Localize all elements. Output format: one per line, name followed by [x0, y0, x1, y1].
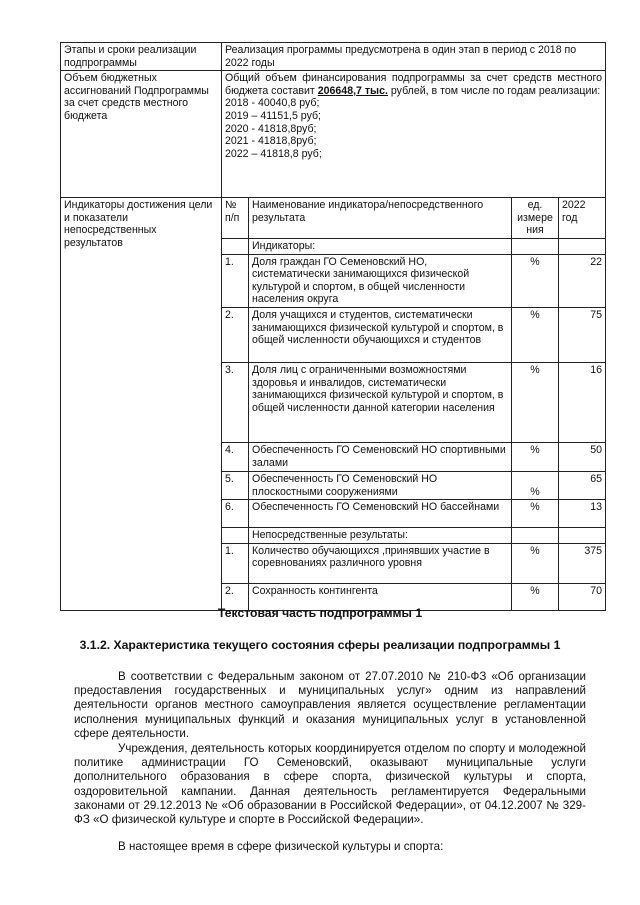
row-name: Доля граждан ГО Семеновский НО, систематически занимающихся физической культурой и спортом, в общей численности населения округа [249, 254, 512, 307]
text-part-title: Текстовая часть подпрограммы 1 [217, 606, 423, 620]
row-num: 2. [222, 307, 249, 362]
row-name: Обеспеченность ГО Семеновский НО плоскостными сооружениями [249, 471, 512, 499]
budget-text-after: рублей, в том числе по годам реализации: [387, 84, 601, 97]
budget-year-line: 2020 - 41818,8руб; [225, 122, 317, 135]
table-row [222, 442, 605, 471]
row-value: 65 [559, 471, 606, 499]
row-value: 375 [559, 543, 606, 583]
paragraph: В настоящее время в сфере физической культуры и спорта: [118, 840, 444, 853]
stages-row [61, 43, 606, 71]
table-row [222, 543, 605, 583]
table-row [222, 500, 605, 528]
indicators-cell [222, 198, 606, 611]
section-indicators: Индикаторы: [249, 238, 512, 254]
table-row [222, 307, 605, 362]
row-unit: % [512, 442, 559, 471]
passport-table [60, 42, 606, 611]
row-value: 13 [559, 500, 606, 528]
budget-year-line: 2021 - 41818,8руб; [225, 135, 317, 148]
header-unit: ед. измере ния [512, 198, 559, 238]
row-name: Обеспеченность ГО Семеновский НО спортивными залами [249, 442, 512, 471]
budget-label: Объем бюджетных ассигнований Подпрограммы за счет средств местного бюджета [61, 71, 222, 198]
section-row [222, 528, 605, 544]
row-name: Доля лиц с ограниченными возможностями здоровья и инвалидов, систематически занимающихся физической культурой и спортом, в общей численности данной категории населения [249, 362, 512, 442]
row-unit: % [512, 500, 559, 528]
row-value: 50 [559, 442, 606, 471]
stages-text: Реализация программы предусмотрена в один этап в период с 2018 по 2022 годы [222, 43, 606, 71]
indicators-row [61, 198, 606, 611]
section-title: 3.1.2. Характеристика текущего состояния сферы реализации подпрограммы 1 [79, 638, 561, 652]
row-num: 3. [222, 362, 249, 442]
row-value: 75 [559, 307, 606, 362]
budget-year-line: 2022 – 41818,8 руб; [225, 147, 322, 160]
row-num: 6. [222, 500, 249, 528]
budget-amount: 206648,7 тыс. [317, 84, 388, 97]
header-year: 2022 год [559, 198, 606, 238]
row-num: 2. [222, 583, 249, 610]
budget-row [61, 71, 606, 198]
row-name: Количество обучающихся ,принявших участие в соревнованиях различного уровня [249, 543, 512, 583]
header-num: № п/п [222, 198, 249, 238]
row-num: 1. [222, 543, 249, 583]
row-value: 22 [559, 254, 606, 307]
row-num: 1. [222, 254, 249, 307]
indicators-label: Индикаторы достижения цели и показатели непосредственных результатов [61, 198, 222, 611]
row-unit: % [512, 307, 559, 362]
table-row [222, 362, 605, 442]
stages-label: Этапы и сроки реализации подпрограммы [61, 43, 222, 71]
paragraph: В соответствии с Федеральным законом от 27.07.2010 № 210-ФЗ «Об организации предоставления государственных и муниципальных услуг» одним из направлений деятельности органов местного самоуправления является осуществление регламентации исполнения муниципальных функций и оказания муниципальных услуг в установленной сфере деятельности. [74, 670, 586, 740]
section-row [222, 238, 605, 254]
row-name: Сохранность контингента [249, 583, 512, 610]
row-unit: % [512, 543, 559, 583]
header-name: Наименование индикатора/непосредственного результата [249, 198, 512, 238]
row-unit: % [512, 471, 559, 499]
row-name: Доля учащихся и студентов, систематически занимающихся физической культурой и спортом, в общей численности обучающихся и студентов [249, 307, 512, 362]
row-name: Обеспеченность ГО Семеновский НО бассейнами [249, 500, 512, 528]
table-row [222, 254, 605, 307]
table-row [222, 471, 605, 499]
indicators-table [222, 198, 605, 610]
paragraph: Учреждения, деятельность которых координируется отделом по спорту и молодежной политике администрации ГО Семеновский, оказывают муниципальные услуги дополнительного образования в сфере спорта, физической культуры и спорта, оздоровительной кампании. Данная деятельность регламентируется Федеральными законами от 29.12.2013 № «Об образовании в Российской Федерации», от 04.12.2007 № 329-ФЗ «О физической культуре и спорте в Российской Федерации». [74, 742, 586, 827]
row-unit: % [512, 583, 559, 610]
section-results: Непосредственные результаты: [249, 528, 512, 544]
row-value: 70 [559, 583, 606, 610]
row-unit: % [512, 362, 559, 442]
row-num: 4. [222, 442, 249, 471]
row-num: 5. [222, 471, 249, 499]
row-value: 16 [559, 362, 606, 442]
budget-text [222, 71, 606, 198]
budget-text-before: Общий объем финансирования подпрограммы за счет средств местного бюджета составит [225, 72, 602, 97]
indicators-header-row [222, 198, 605, 238]
budget-year-line: 2018 - 40040,8 руб; [225, 97, 320, 110]
budget-year-line: 2019 – 41151,5 руб; [225, 109, 321, 122]
row-unit: % [512, 254, 559, 307]
